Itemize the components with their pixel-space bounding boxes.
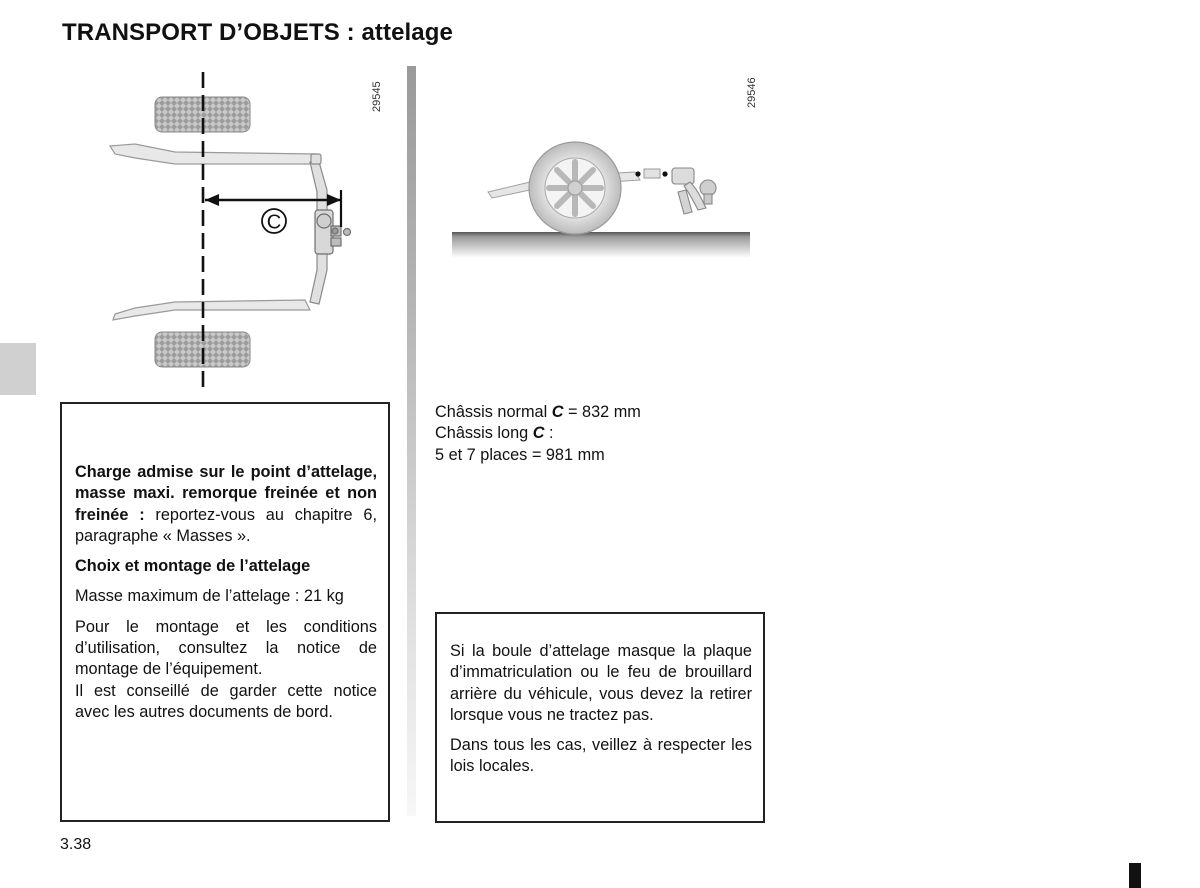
chassis-top-view-figure [105, 70, 405, 392]
spec-long-chassis: Châssis long C : [435, 424, 554, 443]
hitch-side-view-figure [440, 120, 760, 270]
page-title: TRANSPORT D’OBJETS : attelage [62, 19, 453, 46]
ground [452, 232, 750, 258]
hitch-ball-assembly [315, 210, 351, 254]
chassis-dimension-specs [435, 402, 641, 466]
hitch-max-mass: Masse maximum de l’attelage : 21 kg [75, 587, 344, 606]
hitch-removal-note-box [435, 612, 765, 823]
towing-info-box [60, 402, 390, 822]
hitch-keep-notice-text: Il est conseillé de garder cette notice avec les autres documents de bord. [75, 681, 377, 721]
column-divider [407, 66, 416, 816]
figure-ref-number-left: 29545 [371, 81, 383, 112]
dimension-c-letter: C [266, 211, 282, 234]
towing-load-text: reportez-vous au chapitre 6, paragraphe « Masses ». [75, 505, 377, 545]
chassis-rail-upper [110, 144, 320, 164]
hitch-removal-paragraph: Si la boule d’attelage masque la plaque d’immatriculation ou le feu de brouillard arrière du véhicule, vous devez la retirer lorsque vous ne tractez pas. [450, 642, 752, 724]
hitch-ball [672, 168, 716, 214]
spec-5-7-seats: 5 et 7 places = 981 mm [435, 445, 605, 464]
towing-load-paragraph [75, 462, 377, 547]
figure-ref-number-right: 29546 [746, 77, 758, 108]
section-tab [0, 343, 36, 395]
hitch-mounting-paragraph [75, 617, 377, 723]
hitch-mounting-text: Pour le montage et les conditions d’utilisation, consultez la notice de montage de l’équipement. [75, 617, 377, 679]
spec-normal-chassis: Châssis normal C = 832 mm [435, 403, 641, 421]
corner-mark [1129, 863, 1141, 888]
hitch-choice-heading: Choix et montage de l’attelage [75, 557, 311, 576]
towing-load-bold: Charge admise sur le point d’attelage, masse maxi. remorque freinée et non freinée : [75, 463, 377, 524]
page-number: 3.38 [60, 836, 92, 853]
local-laws-paragraph: Dans tous les cas, veillez à respecter les lois locales. [450, 736, 752, 776]
wheel [529, 142, 621, 234]
chassis-rail-lower [113, 300, 310, 320]
